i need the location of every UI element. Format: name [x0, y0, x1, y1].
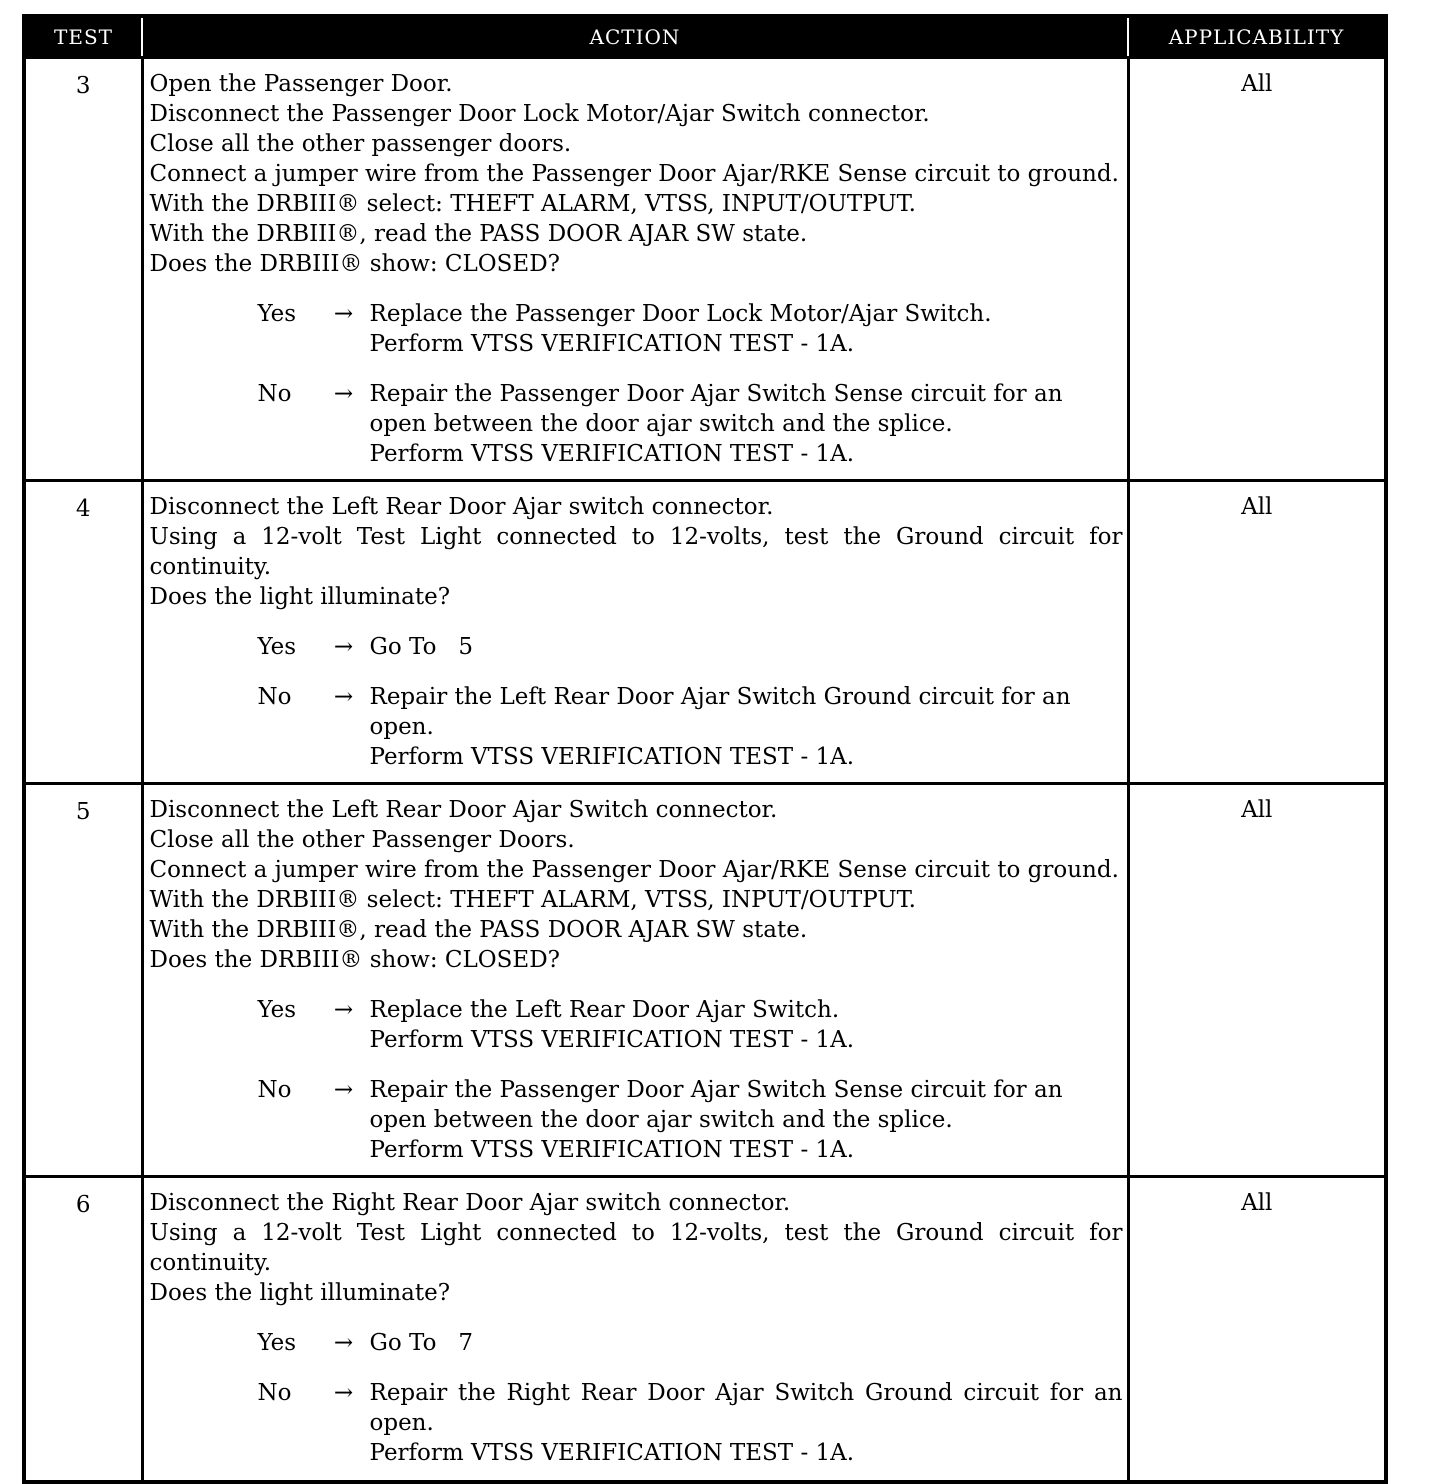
yes-label: Yes	[257, 997, 297, 1023]
yes-result	[370, 299, 1123, 359]
no-outcome	[150, 1075, 1123, 1165]
right-arrow-icon: →	[333, 684, 354, 710]
right-arrow-icon: →	[333, 301, 354, 327]
action-step: Does the light illuminate?	[149, 1280, 451, 1306]
yes-outcome	[150, 299, 1123, 359]
yes-label: Yes	[257, 301, 297, 327]
result-line: Go To 7	[369, 1330, 473, 1356]
result-line: Perform VTSS VERIFICATION TEST - 1A.	[369, 331, 855, 357]
right-arrow-icon: →	[333, 1330, 354, 1356]
yes-result	[370, 1328, 1123, 1358]
action-step: With the DRBIII® select: THEFT ALARM, VTSS, INPUT/OUTPUT.	[149, 191, 916, 217]
result-line: Repair the Right Rear Door Ajar Switch Ground circuit for an open.	[369, 1380, 1123, 1436]
header-action: ACTION	[142, 16, 1128, 58]
applicability-cell: All	[1128, 58, 1386, 481]
action-step: Close all the other passenger doors.	[149, 131, 572, 157]
applicability-cell: All	[1128, 481, 1386, 784]
yes-result	[370, 995, 1123, 1055]
no-result	[370, 1075, 1123, 1165]
result-line: Perform VTSS VERIFICATION TEST - 1A.	[369, 1440, 855, 1466]
action-step: With the DRBIII® select: THEFT ALARM, VTSS, INPUT/OUTPUT.	[149, 887, 916, 913]
result-line: Perform VTSS VERIFICATION TEST - 1A.	[369, 441, 855, 467]
action-step: Connect a jumper wire from the Passenger Door Ajar/RKE Sense circuit to ground.	[149, 857, 1119, 883]
action-step: With the DRBIII®, read the PASS DOOR AJAR SW state.	[149, 917, 808, 943]
action-step: Connect a jumper wire from the Passenger Door Ajar/RKE Sense circuit to ground.	[149, 161, 1119, 187]
right-arrow-icon: →	[333, 1077, 354, 1103]
test-number: 6	[24, 1177, 142, 1482]
test-number: 4	[24, 481, 142, 784]
action-step: Using a 12-volt Test Light connected to 12-volts, test the Ground circuit for continuity.	[149, 524, 1123, 580]
result-line: Repair the Passenger Door Ajar Switch Sense circuit for an open between the door ajar switch and the splice.	[369, 1077, 1063, 1133]
yes-label: Yes	[257, 634, 297, 660]
no-label: No	[257, 381, 292, 407]
action-step: Does the DRBIII® show: CLOSED?	[149, 947, 560, 973]
action-step: Close all the other Passenger Doors.	[149, 827, 575, 853]
right-arrow-icon: →	[333, 997, 354, 1023]
right-arrow-icon: →	[333, 381, 354, 407]
action-cell	[142, 481, 1128, 784]
action-step: Disconnect the Right Rear Door Ajar switch connector.	[149, 1190, 791, 1216]
no-label: No	[257, 684, 292, 710]
result-line: Replace the Passenger Door Lock Motor/Ajar Switch.	[369, 301, 992, 327]
no-result	[370, 379, 1123, 469]
test-number: 3	[24, 58, 142, 481]
yes-outcome	[150, 995, 1123, 1055]
applicability-cell: All	[1128, 784, 1386, 1177]
no-result	[370, 682, 1123, 772]
header-applicability: APPLICABILITY	[1128, 16, 1386, 58]
action-step: Disconnect the Left Rear Door Ajar Switch connector.	[149, 797, 778, 823]
action-step: Disconnect the Left Rear Door Ajar switch connector.	[149, 494, 774, 520]
action-step: Does the light illuminate?	[149, 584, 451, 610]
yes-label: Yes	[257, 1330, 297, 1356]
no-label: No	[257, 1077, 292, 1103]
no-result	[370, 1378, 1123, 1468]
result-line: Perform VTSS VERIFICATION TEST - 1A.	[369, 1027, 855, 1053]
result-line: Repair the Passenger Door Ajar Switch Sense circuit for an open between the door ajar switch and the splice.	[369, 381, 1063, 437]
yes-outcome	[150, 632, 1123, 662]
no-outcome	[150, 379, 1123, 469]
header-test: TEST	[24, 16, 142, 58]
action-step: Disconnect the Passenger Door Lock Motor/Ajar Switch connector.	[149, 101, 930, 127]
right-arrow-icon: →	[333, 1380, 354, 1406]
test-number: 5	[24, 784, 142, 1177]
no-label: No	[257, 1380, 292, 1406]
result-line: Go To 5	[369, 634, 473, 660]
no-outcome	[150, 682, 1123, 772]
diagnostic-page	[22, 14, 1384, 1484]
result-line: Replace the Left Rear Door Ajar Switch.	[369, 997, 840, 1023]
action-step: Open the Passenger Door.	[149, 71, 453, 97]
diagnostic-test-table	[22, 14, 1388, 1484]
table-row	[24, 1177, 1386, 1482]
table-row	[24, 58, 1386, 481]
action-cell	[142, 784, 1128, 1177]
action-cell	[142, 1177, 1128, 1482]
action-step: With the DRBIII®, read the PASS DOOR AJAR SW state.	[149, 221, 808, 247]
yes-result	[370, 632, 1123, 662]
applicability-cell: All	[1128, 1177, 1386, 1482]
result-line: Repair the Left Rear Door Ajar Switch Ground circuit for an open.	[369, 684, 1071, 740]
yes-outcome	[150, 1328, 1123, 1358]
action-step: Does the DRBIII® show: CLOSED?	[149, 251, 560, 277]
action-cell	[142, 58, 1128, 481]
right-arrow-icon: →	[333, 634, 354, 660]
table-header-row	[24, 16, 1386, 58]
table-row	[24, 481, 1386, 784]
no-outcome	[150, 1378, 1123, 1468]
action-step: Using a 12-volt Test Light connected to 12-volts, test the Ground circuit for continuity.	[149, 1220, 1123, 1276]
result-line: Perform VTSS VERIFICATION TEST - 1A.	[369, 1137, 855, 1163]
result-line: Perform VTSS VERIFICATION TEST - 1A.	[369, 744, 855, 770]
table-row	[24, 784, 1386, 1177]
